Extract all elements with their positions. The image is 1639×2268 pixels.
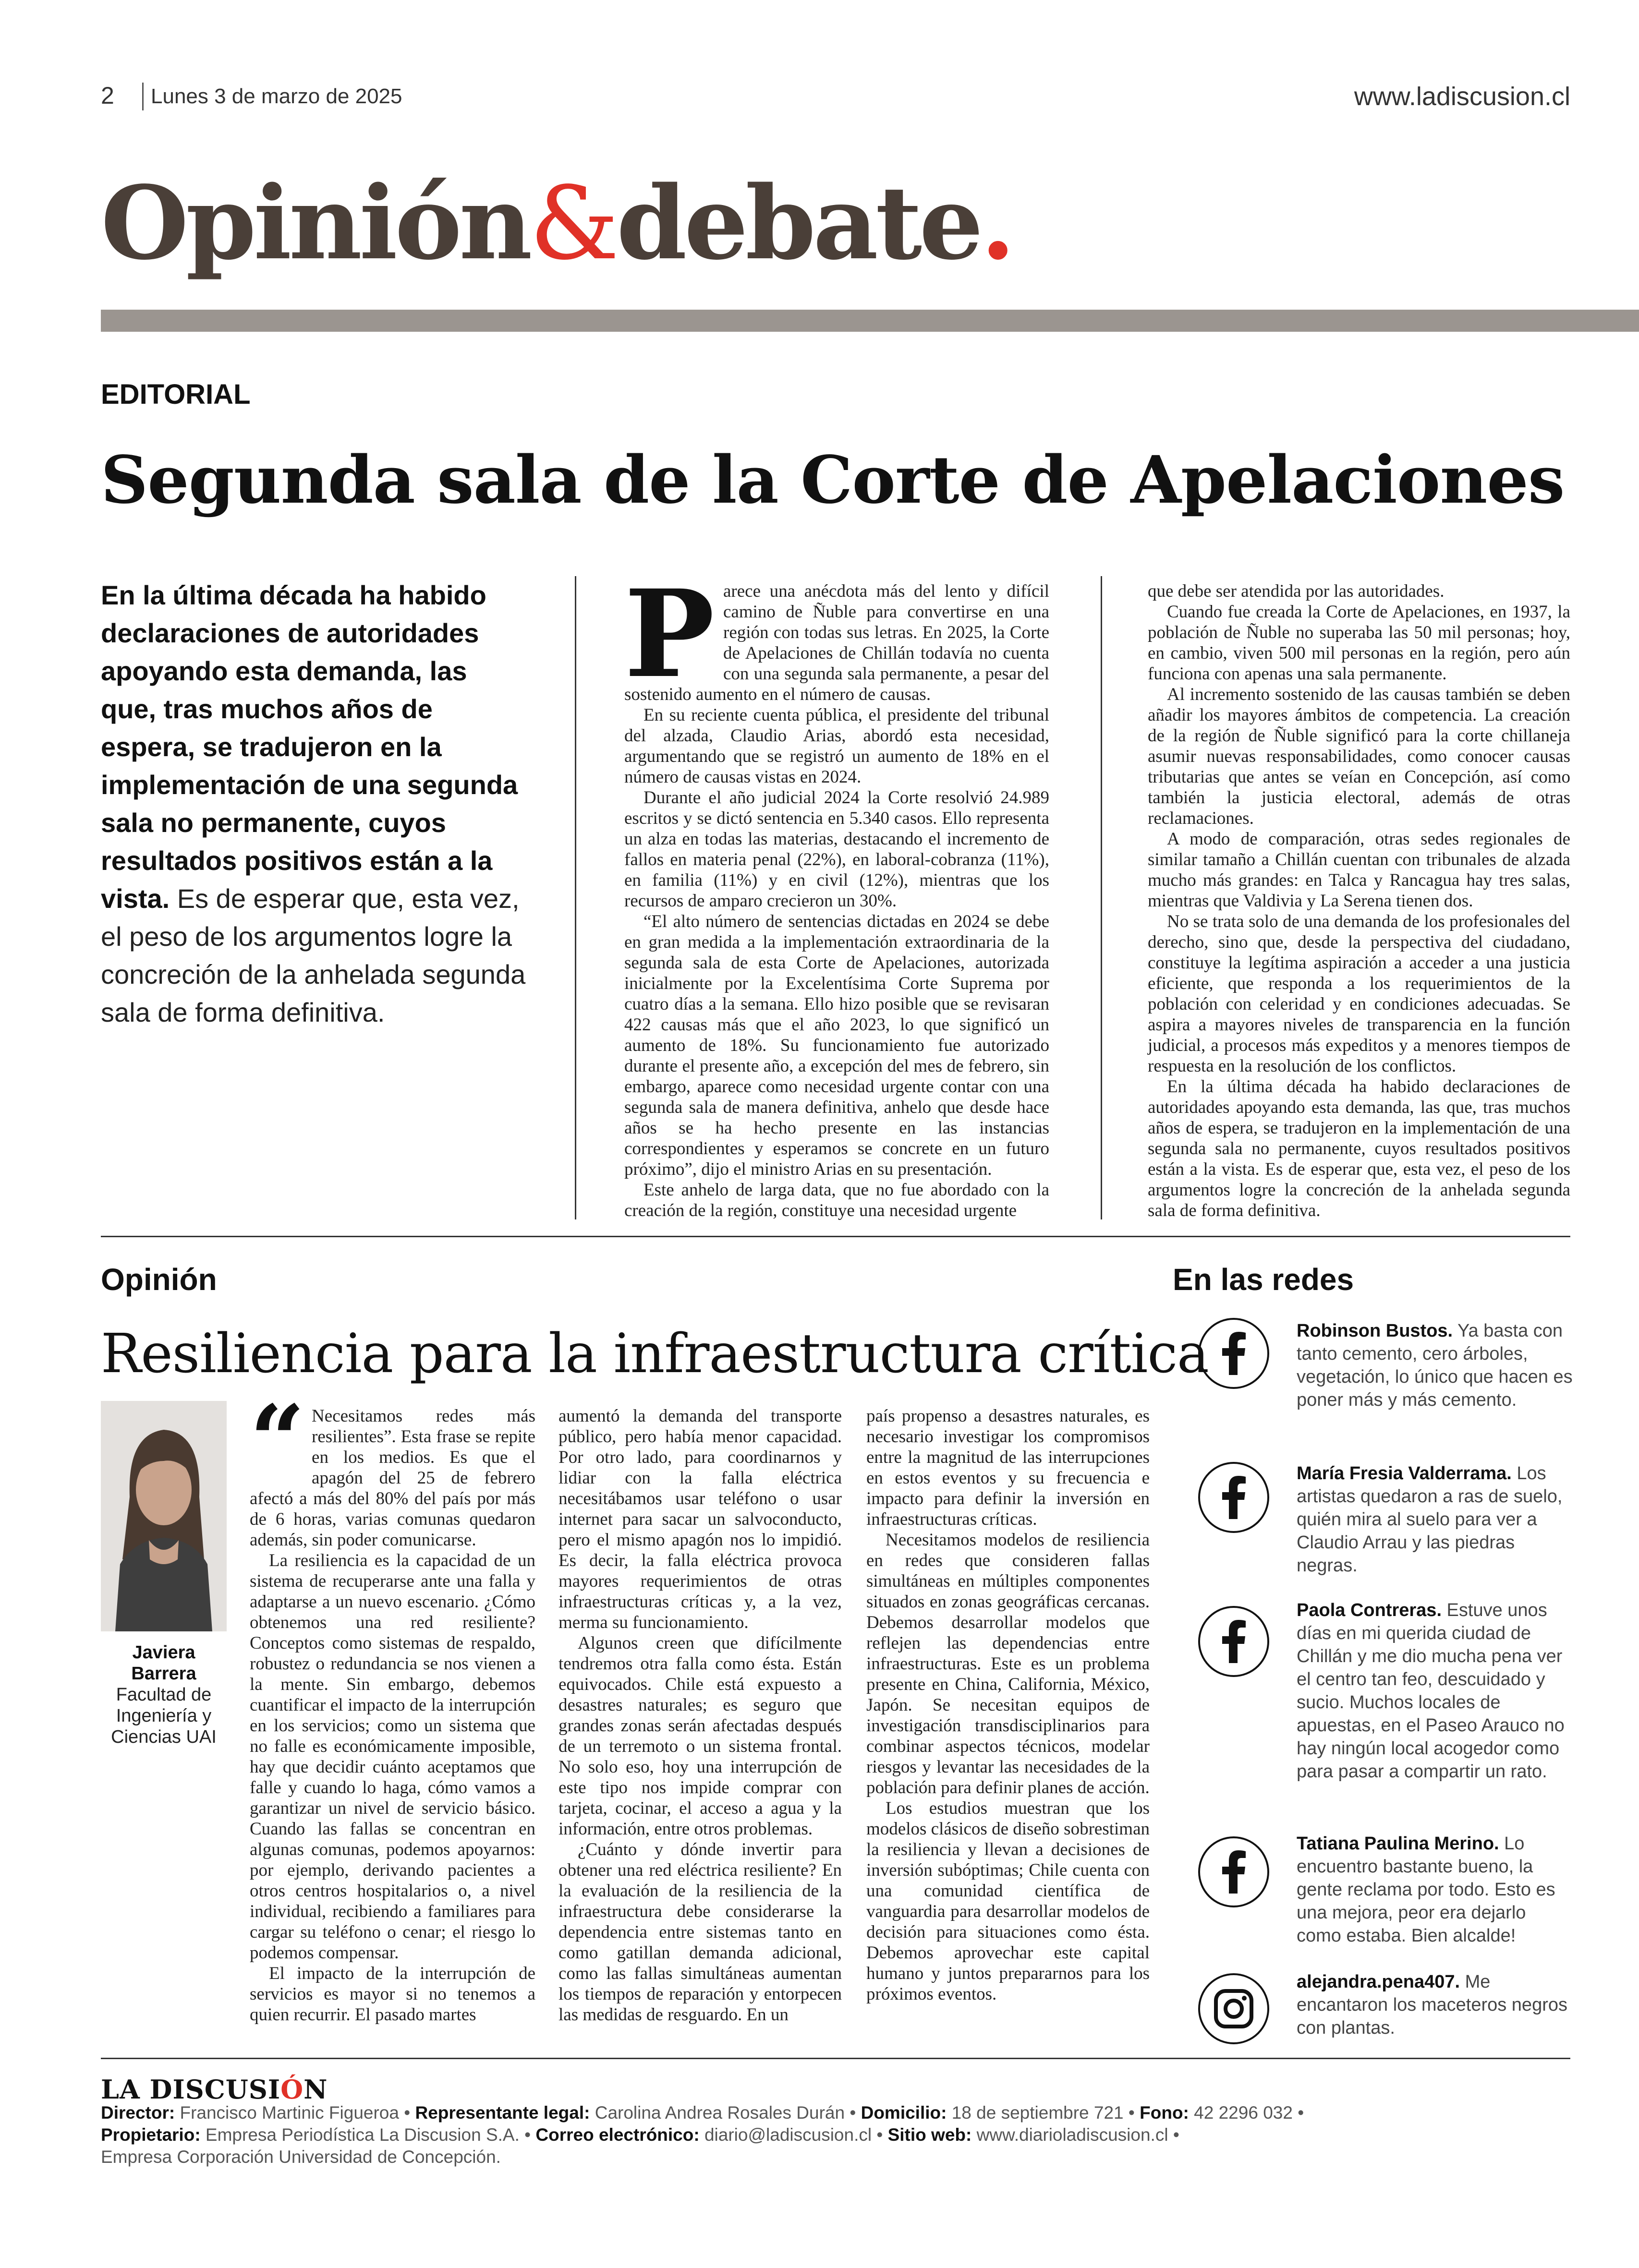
section-title xyxy=(101,164,1013,282)
column-rule xyxy=(1101,576,1102,1219)
page-number: 2 xyxy=(101,82,114,109)
comment-text: Estuve unos días en mi querida ciudad de Chillán y me dio mucha pena ver el centro tan feo, descuidado y sucio. Muchos locales de apuestas, en el Paseo Arauco no hay ningún local acogedor como para pasar a compartir un rato. xyxy=(1297,1600,1565,1782)
opinion-paragraph: ¿Cuánto y dónde invertir para obtener una red eléctrica resiliente? En la evaluación de la resiliencia de la infraestructura debe considerarse la dependencia entre sistemas tanto en como gatillan demanda adicional, como las fallas simultáneas aumentan los tiempos de reparación y entorpecen las medidas de resguardo. En un xyxy=(558,1840,842,2025)
opinion-paragraph: “ Necesitamos redes más resilientes”. Esta frase se repite en los medios. Es que el apagón del 25 de febrero afectó a más del 80% del país por más de 6 horas, varias comunas quedaron además, sin poder comunicarse. xyxy=(250,1384,535,1550)
opinion-label: Opinión xyxy=(101,1262,217,1297)
facebook-icon xyxy=(1198,1836,1269,1907)
email-link[interactable]: diario@ladiscusion.cl • xyxy=(699,2125,888,2145)
drop-cap: P xyxy=(624,563,715,704)
section-title-ampersand: & xyxy=(529,165,617,282)
comment-text: Me encantaron los maceteros negros con plantas. xyxy=(1297,1972,1567,2038)
section-title-dot: . xyxy=(980,164,1013,282)
horizontal-rule xyxy=(101,1236,1570,1237)
quote-mark-icon: “ xyxy=(250,1384,305,1497)
opinion-paragraph: La resiliencia es la capacidad de un sistema de recuperarse ante una falla y adaptarse a un nuevo escenario. ¿Cómo obtenemos una red resiliente? Conceptos como sistemas de respaldo, robustez o redundancia se nos vienen a la mente. Sin embargo, debemos cuantificar el impacto de la interrupción en los servicios; como un sistema que no falle es económicamente imposible, hay que decidir cuánto aceptamos que falle y cuando lo haga, cómo vamos a garantizar un nivel de servicio básico. Cuando las fallas se concentran en algunas comunas, podemos apoyarnos: por ejemplo, derivando pacientes a otros centros hospitalarios o, a nivel individual, recibiendo a familiares para cargar su teléfono o cenar; el riesgo lo podemos compensar. xyxy=(250,1551,535,1963)
comment-text: Los artistas quedaron a ras de suelo, quién mira al suelo para ver a Claudio Arrau y las piedras negras. xyxy=(1297,1463,1563,1576)
opinion-column-2 xyxy=(558,1406,842,2025)
commenter-name: Paola Contreras. xyxy=(1297,1600,1442,1620)
social-section-label: En las redes xyxy=(1173,1262,1354,1297)
opinion-paragraph: Algunos creen que difícilmente tendremos otra falla como ésta. Están equivocados. Chile está expuesto a desastres naturales; es seguro que grandes zonas serán afectadas después de un terremoto o un sistema frontal. No solo eso, hoy una interrupción de este tipo nos impide comprar con tarjeta, cocinar, el acceso a agua y la información, entre otros problemas. xyxy=(558,1633,842,1839)
section-title-part2: debate xyxy=(616,164,981,282)
editorial-label: EDITORIAL xyxy=(101,379,251,410)
column-rule xyxy=(575,576,576,1219)
opinion-paragraph: aumentó la demanda del transporte público, pero había menor capacidad. Por otro lado, para coordinarnos y lidiar con la falla eléctrica necesitábamos usar teléfono o usar internet para sacar un salvoconducto, pero el mismo apagón nos lo impidió. Es decir, la falla eléctrica provoca mayores requerimientos de otras infraestructuras críticas y, a la vez, merma su funcionamiento. xyxy=(558,1406,842,1632)
commenter-name: Tatiana Paulina Merino. xyxy=(1297,1834,1499,1854)
editorial-paragraph: Parece una anécdota más del lento y difícil camino de Ñuble para convertirse en una región con todas sus letras. En 2025, la Corte de Apelaciones de Chillán todavía no cuenta con una segunda sala permanente, a pesar del sostenido aumento en el número de causas. xyxy=(624,563,1049,704)
facebook-icon xyxy=(1198,1462,1269,1533)
opinion-column-3 xyxy=(866,1406,1150,2004)
section-divider-bar xyxy=(101,310,1639,332)
commenter-name: María Fresia Valderrama. xyxy=(1297,1463,1512,1484)
section-title-part1: Opinión xyxy=(101,164,530,282)
editorial-paragraph: “El alto número de sentencias dictadas en 2024 se debe en gran medida a la implementación extraordinaria de la segunda sala de esta Corte de Apelaciones, autorizada inicialmente por la Excelentísima Corte Suprema por cuatro días a la semana. Ello hizo posible que se revisaran 422 causas más que el año 2023, lo que significó un aumento de 18%. Su funcionamiento fue autorizado durante el presente año, a excepción del mes de febrero, sin embargo, aparece como necesidad urgente contar con una segunda sala de manera definitiva, anhelo que desde hace años se ha hecho presente en las instancias correspondientes y esperamos se concrete en un futuro próximo”, dijo el ministro Arias en su presentación. xyxy=(624,912,1049,1179)
editorial-paragraph: A modo de comparación, otras sedes regionales de similar tamaño a Chillán cuentan con tribunales de alzada mucho más grandes: en Talca y Rancagua hay tres salas, mientras que Valdivia y La Serena tienen dos. xyxy=(1148,829,1570,911)
comment-text: Lo encuentro bastante bueno, la gente reclama por todo. Esto es una mejora, peor era dejarlo como estaba. Bien alcalde! xyxy=(1297,1834,1555,1946)
commenter-name: alejandra.pena407. xyxy=(1297,1972,1460,1992)
social-comment xyxy=(1297,1462,1575,1577)
editorial-summary xyxy=(101,576,528,1031)
masthead-line: Director: Francisco Martinic Figueroa • Representante legal: Carolina Andrea Rosales Durán • Domicilio: 18 de septiembre 721 • Fono: 42 2296 032 • xyxy=(101,2103,1304,2123)
facebook-icon xyxy=(1198,1318,1269,1389)
editorial-paragraph: En la última década ha habido declaraciones de autoridades apoyando esta demanda, las que, tras muchos años de espera, se tradujeron en la implementación de una segunda sala no permanente, cuyos resultados positivos están a la vista. Es de esperar que, esta vez, el peso de los argumentos logre la concreción de la anhelada segunda sala de forma definitiva. xyxy=(1148,1077,1570,1220)
instagram-icon xyxy=(1198,1973,1269,2044)
editorial-paragraph: Durante el año judicial 2024 la Corte resolvió 24.989 escritos y se dictó sentencia en 5.340 casos. Ello representa un alza en todas las materias, destacando el incremento de fallos en materia penal (22%), en laboral-cobranza (11%), en familia (11%) y en civil (12%), mientras que los recursos de amparo crecieron un 30%. xyxy=(624,788,1049,911)
editorial-paragraph: que debe ser atendida por las autoridades. xyxy=(1148,581,1445,601)
opinion-paragraph: país propenso a desastres naturales, es necesario investigar los compromisos entre la magnitud de las interrupciones en estos eventos y su frecuencia e impacto para definir la inversión en infraestructuras críticas. xyxy=(866,1406,1150,1529)
header-separator xyxy=(142,83,144,110)
masthead-line: Propietario: Empresa Periodística La Discusion S.A. • Correo electrónico: diario@ladiscusion.cl • Sitio web: www.diarioladiscusion.cl • xyxy=(101,2125,1179,2145)
editorial-paragraph: No se trata solo de una demanda de los profesionales del derecho, sino que, desde la perspectiva del ciudadano, constituye la legítima aspiración a acceder a una justicia eficiente, que responda a los requerimientos de la población con celeridad y en condiciones adecuadas. Se aspira a mayores niveles de transparencia en la función judicial, a procesos más expeditos y a menores tiempos de respuesta en la resolución de los conflictos. xyxy=(1148,912,1570,1076)
author-name: Javiera Barrera xyxy=(131,1642,196,1684)
opinion-headline: Resiliencia para la infraestructura crítica xyxy=(101,1323,1209,1385)
social-comment xyxy=(1297,1599,1575,1783)
editorial-column-2 xyxy=(1148,581,1570,1221)
editorial-paragraph: Este anhelo de larga data, que no fue abordado con la creación de la región, constituye una necesidad urgente xyxy=(624,1180,1049,1220)
social-comment xyxy=(1297,1319,1575,1411)
commenter-name: Robinson Bustos. xyxy=(1297,1321,1453,1341)
editorial-paragraph: En su reciente cuenta pública, el presidente del tribunal del alzada, Claudio Arias, abordó esta necesidad, argumentando que se registró un aumento de 18% en el número de causas vistas en 2024. xyxy=(624,705,1049,787)
comment-text: Ya basta con tanto cemento, cero árboles, vegetación, lo único que hacen es poner más y más cemento. xyxy=(1297,1321,1573,1410)
editorial-column-1 xyxy=(624,563,1049,1221)
editorial-paragraph: Cuando fue creada la Corte de Apelaciones, en 1937, la población de Ñuble no superaba las 50 mil personas; hoy, en cambio, viven 500 mil personas en la región, pero aún funciona con apenas una sala permanente. xyxy=(1148,602,1570,684)
opinion-paragraph: El impacto de la interrupción de servicios es mayor si no tenemos a quien recurrir. El pasado martes xyxy=(250,1964,535,2025)
editorial-paragraph: Al incremento sostenido de las causas también se deben añadir los mayores ámbitos de competencia. La creación de la región de Ñuble significó para la corte chillaneja asumir nuevas responsabilidades, como conocer causas tributarias que antes se veían en Concepción, así como también la justicia electoral, además de otras reclamaciones. xyxy=(1148,685,1570,828)
facebook-icon xyxy=(1198,1606,1269,1677)
opinion-paragraph: Los estudios muestran que los modelos clásicos de diseño sobrestiman la resiliencia y llevan a decisiones de inversión subóptimas; Chile cuenta con una comunidad científica de vanguardia para desarrollar modelos de decisión para situaciones como ésta. Debemos aprovechar este capital humano y juntos prepararnos para los próximos eventos. xyxy=(866,1798,1150,2004)
website-link[interactable]: www.ladiscusion.cl xyxy=(1354,82,1570,111)
opinion-column-1 xyxy=(250,1384,535,2025)
social-comment xyxy=(1297,1970,1575,2039)
issue-date: Lunes 3 de marzo de 2025 xyxy=(151,84,402,108)
opinion-paragraph: Necesitamos modelos de resiliencia en redes que consideren fallas simultáneas en múltiples componentes situados en zonas geográficas cercanas. Debemos desarrollar modelos que reflejen las dependencias entre infraestructuras. Este es un problema presente en China, California, México, Japón. Se necesitan equipos de investigación transdisciplinarios para combinar aspectos técnicos, modelar riesgos y levantar las necesidades de la población para definir planes de acción. xyxy=(866,1530,1150,1798)
editorial-summary-rest: Es de esperar que, esta vez, el peso de los argumentos logre la concreción de la anhelada segunda sala de forma definitiva. xyxy=(101,883,526,1027)
author-photo xyxy=(101,1401,227,1631)
author-affiliation: Facultad de Ingeniería y Ciencias UAI xyxy=(111,1685,217,1747)
newspaper-logo: LA DISCUSIÓN xyxy=(101,2074,328,2105)
social-comment xyxy=(1297,1832,1575,1947)
editorial-headline: Segunda sala de la Corte de Apelaciones xyxy=(101,442,1565,519)
masthead-line: Empresa Corporación Universidad de Concepción. xyxy=(101,2147,501,2167)
horizontal-rule xyxy=(101,2058,1570,2059)
website-link[interactable]: www.diarioladiscusion.cl • xyxy=(971,2125,1179,2145)
editorial-summary-bold: En la última década ha habido declaraciones de autoridades apoyando esta demanda, las que, tras muchos años de espera, se tradujeron en la implementación de una segunda sala no permanente, cuyos resultados positivos están a la vista. xyxy=(101,580,518,914)
